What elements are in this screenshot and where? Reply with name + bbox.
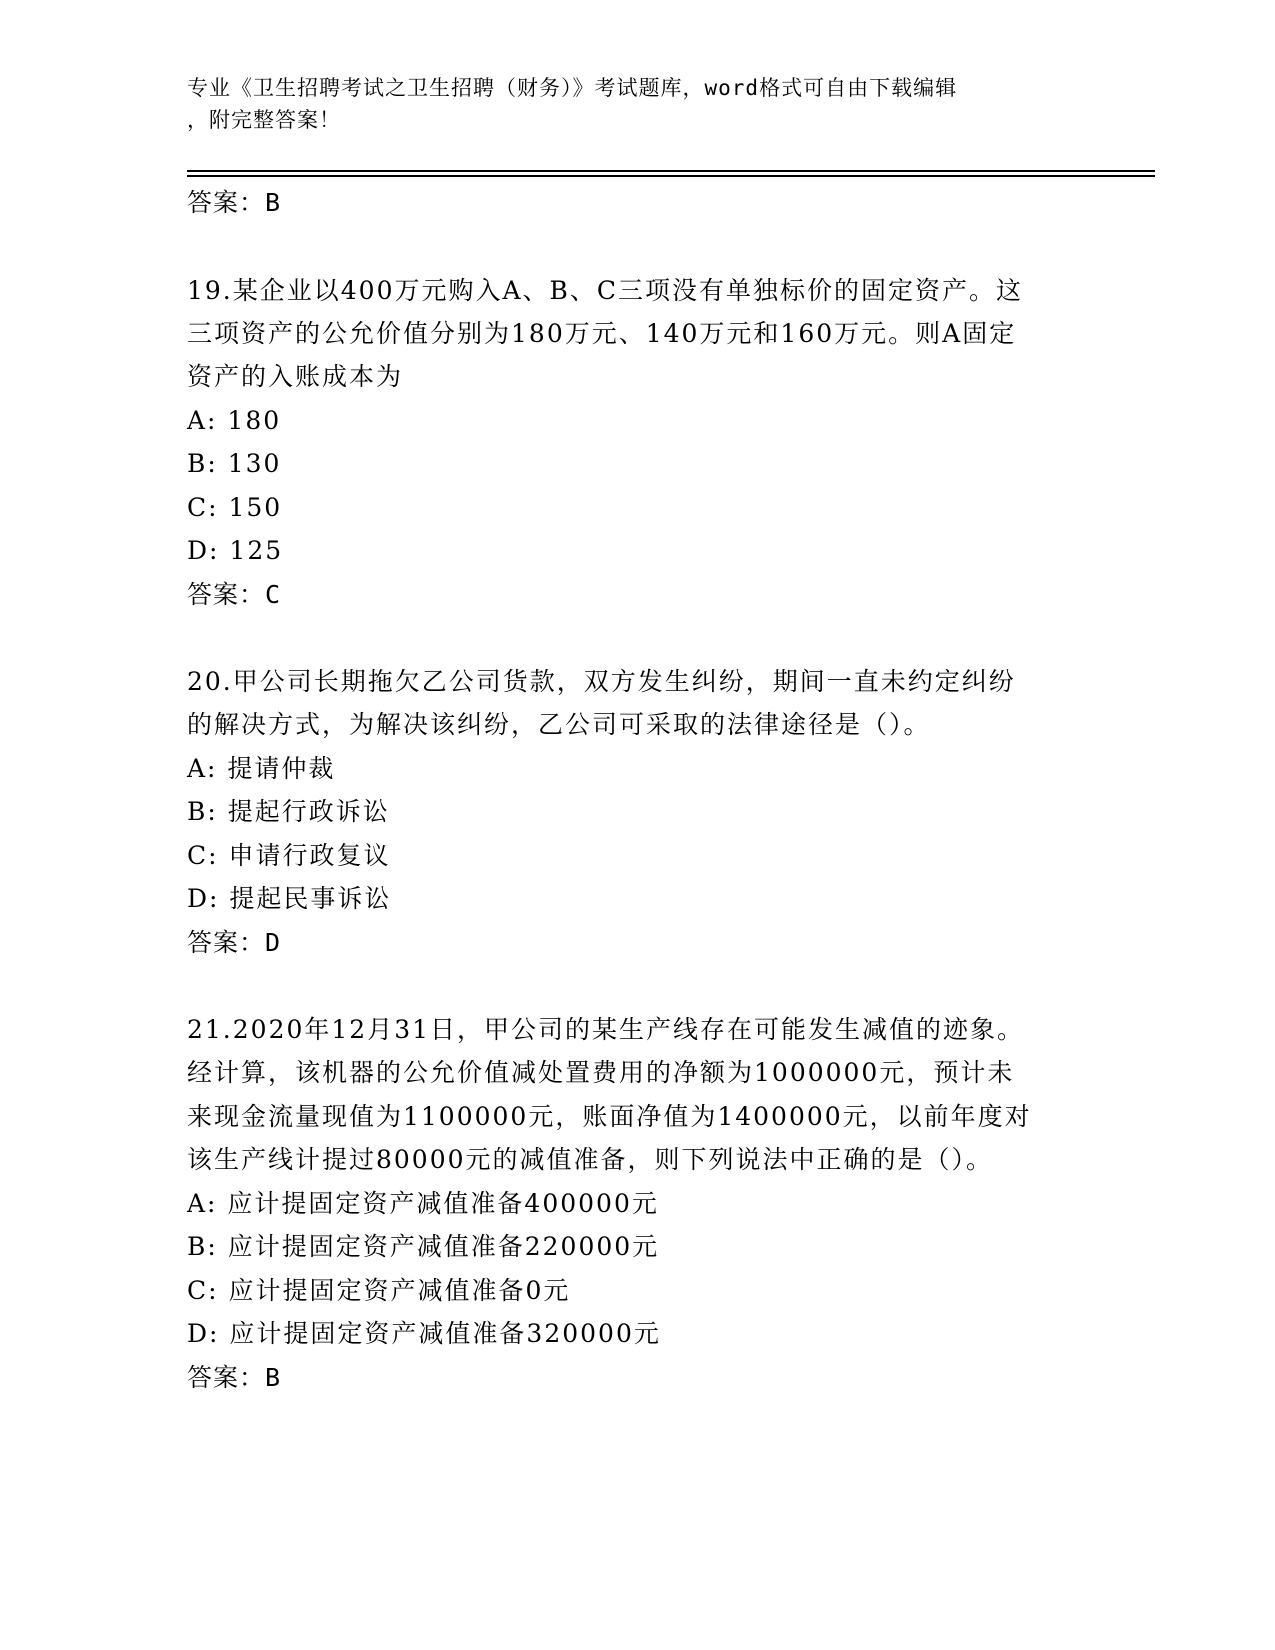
question-stem-line: 资产的入账成本为 (187, 362, 404, 391)
option-d: D: 应计提固定资产减值准备320000元 (187, 1319, 661, 1348)
answer: 答案：B (187, 1363, 282, 1392)
option-d: D: 125 (187, 536, 284, 565)
question-stem-line: 来现金流量现值为1100000元，账面净值为1400000元，以前年度对 (187, 1102, 1032, 1131)
header-divider-bottom (187, 175, 1155, 177)
question-stem-line: 19.某企业以400万元购入A、B、C三项没有单独标价的固定资产。这 (187, 276, 1024, 305)
option-c: C: 应计提固定资产减值准备0元 (187, 1276, 571, 1305)
option-b: B: 提起行政诉讼 (187, 797, 390, 826)
option-b: B: 应计提固定资产减值准备220000元 (187, 1232, 660, 1261)
answer: 答案：C (187, 580, 282, 609)
question-stem-line: 20.甲公司长期拖欠乙公司货款，双方发生纠纷，期间一直未约定纠纷 (187, 667, 1016, 696)
question-stem-line: 三项资产的公允价值分别为180万元、140万元和160万元。则A固定 (187, 319, 1017, 348)
answer: 答案：D (187, 928, 282, 957)
question-stem-line: 21.2020年12月31日，甲公司的某生产线存在可能发生减值的迹象。 (187, 1015, 1025, 1044)
option-a: A: 提请仲裁 (187, 754, 336, 783)
option-b: B: 130 (187, 449, 282, 478)
option-c: C: 150 (187, 493, 283, 522)
document-header-line-1: 专业《卫生招聘考试之卫生招聘（财务）》考试题库，word格式可自由下载编辑 (187, 76, 958, 100)
answer-previous: 答案：B (187, 188, 282, 217)
question-stem-line: 该生产线计提过80000元的减值准备，则下列说法中正确的是（）。 (187, 1145, 994, 1174)
question-stem-line: 经计算，该机器的公允价值减处置费用的净额为1000000元，预计未 (187, 1058, 1015, 1087)
question-stem-line: 的解决方式，为解决该纠纷，乙公司可采取的法律途径是（）。 (187, 710, 931, 739)
header-divider-top (187, 170, 1155, 172)
option-d: D: 提起民事诉讼 (187, 884, 392, 913)
document-header-line-2: ，附完整答案！ (187, 108, 341, 132)
option-a: A: 180 (187, 406, 282, 435)
option-c: C: 申请行政复议 (187, 841, 391, 870)
option-a: A: 应计提固定资产减值准备400000元 (187, 1189, 659, 1218)
